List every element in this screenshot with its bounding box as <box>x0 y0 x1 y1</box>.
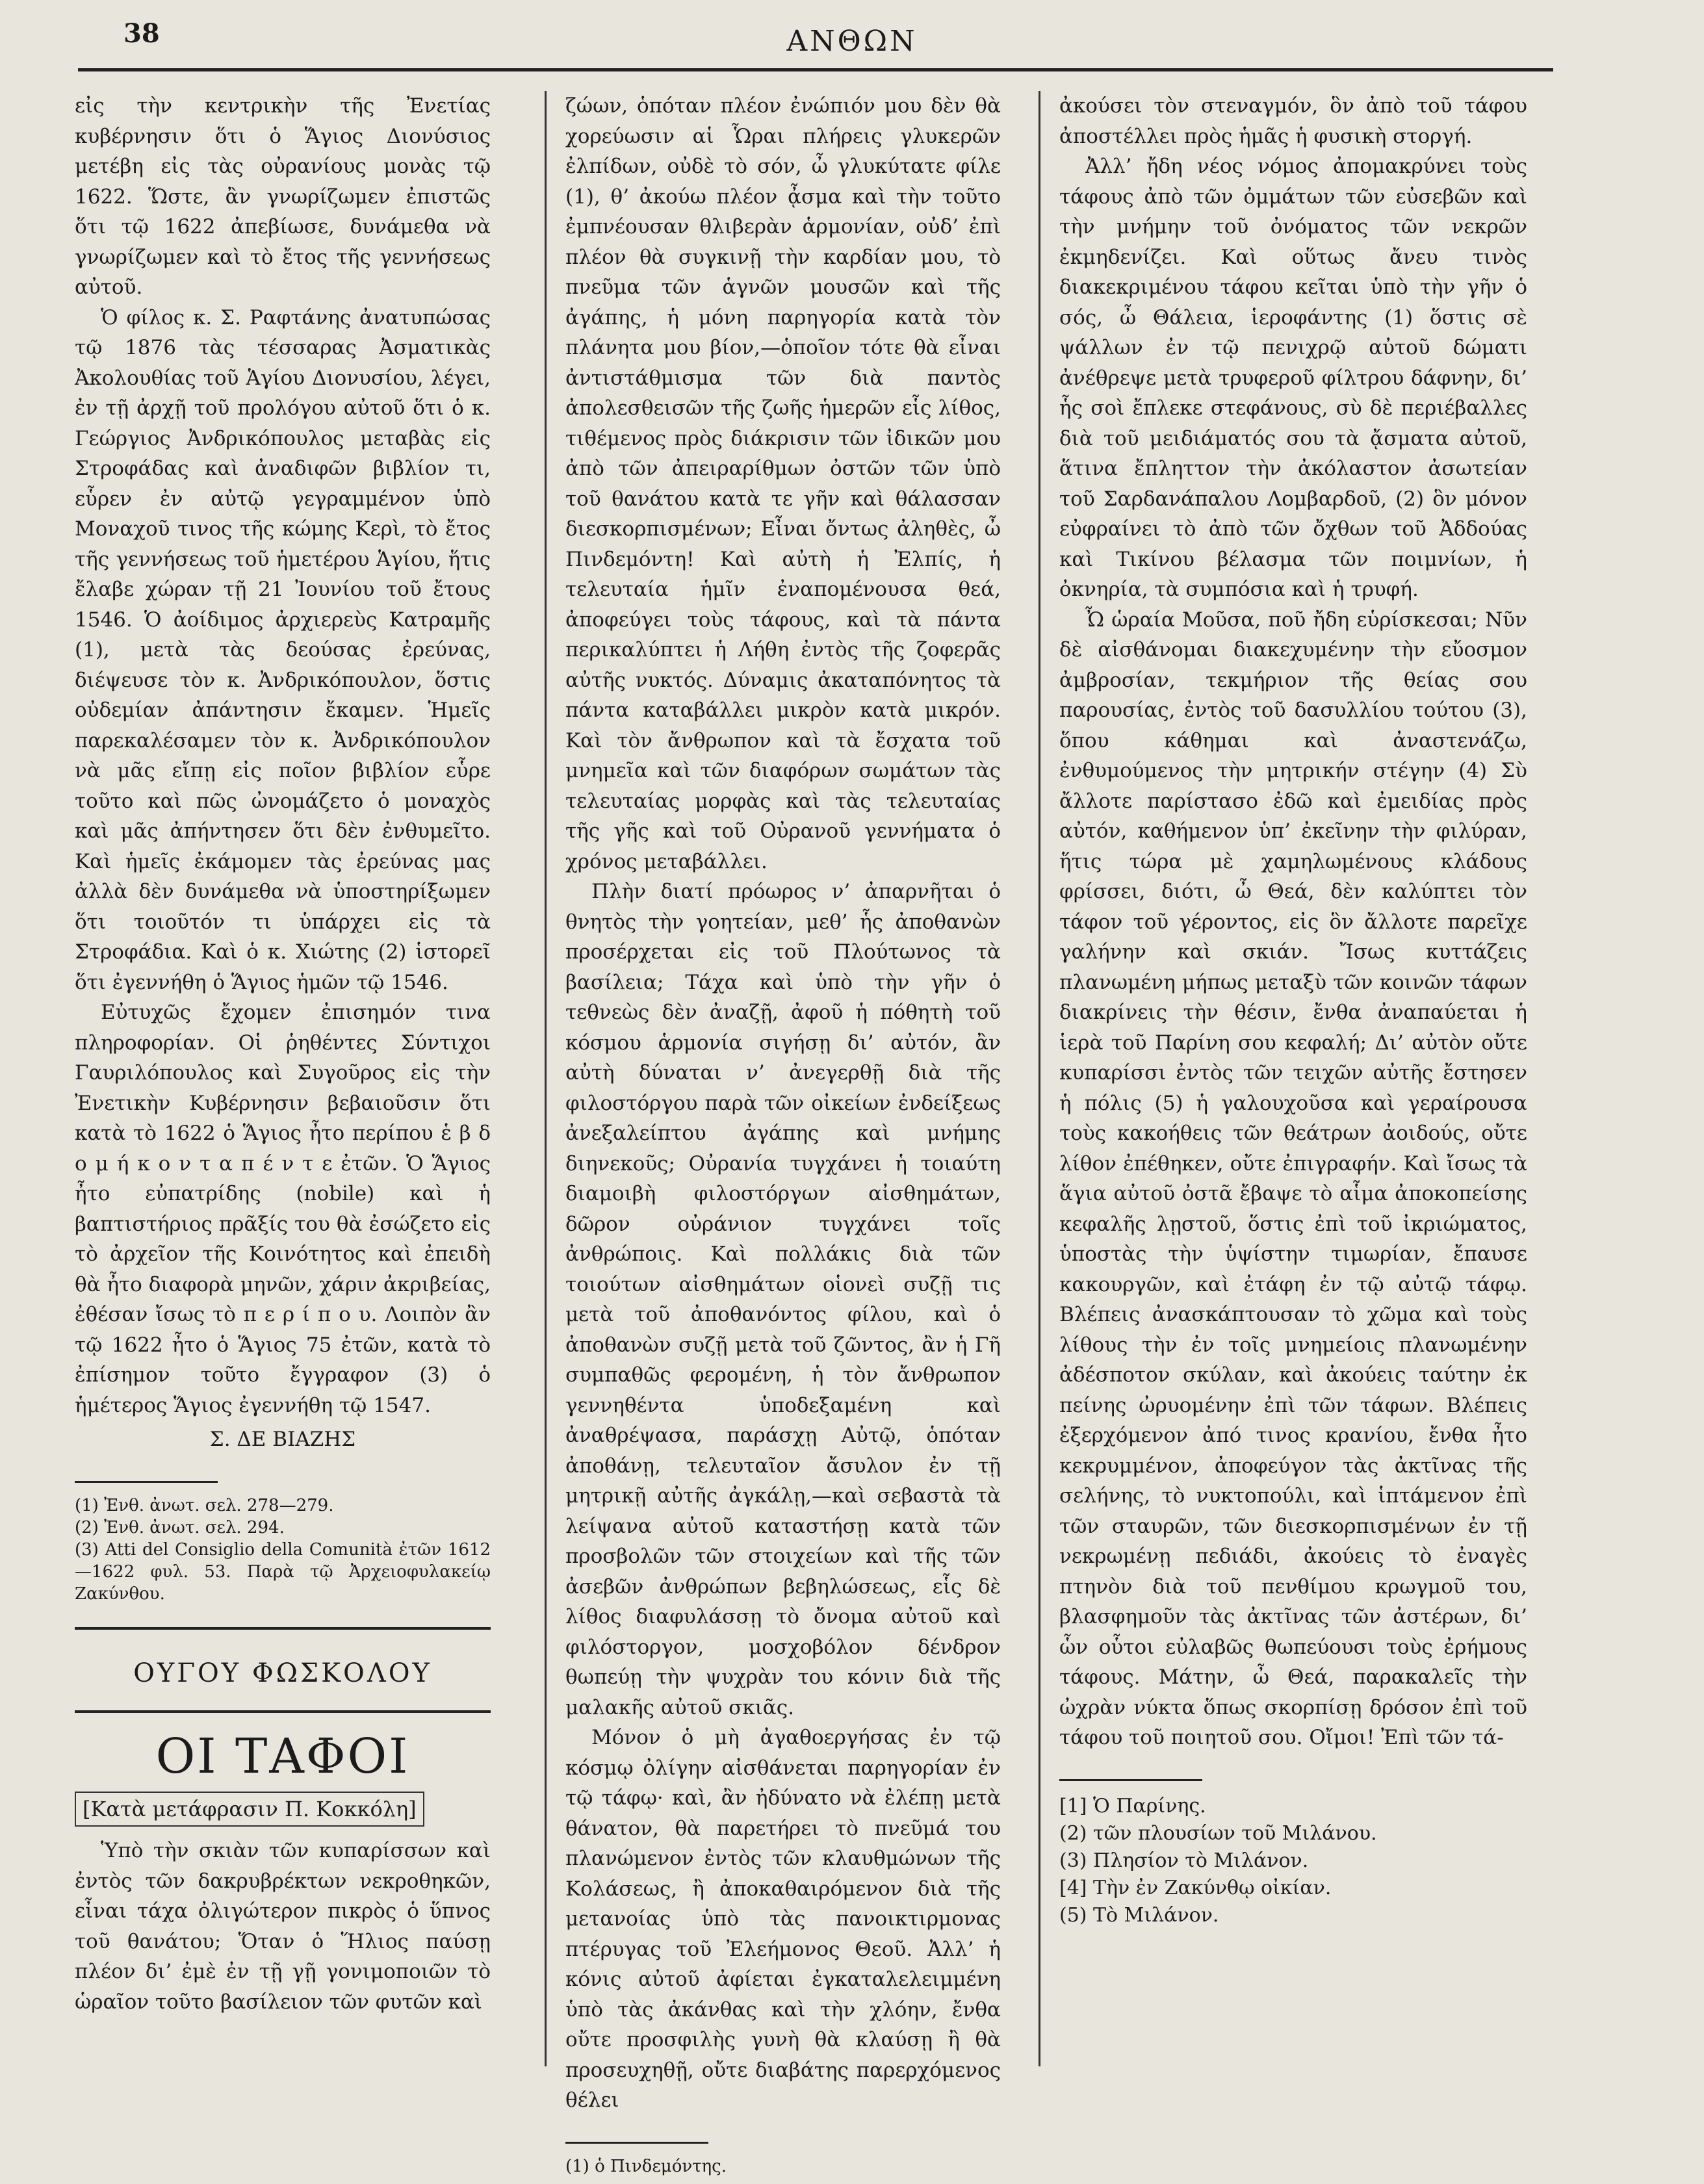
page-number: 38 <box>123 18 160 49</box>
header-rule <box>78 68 1553 71</box>
poem-author: ΟΥΓΟΥ ΦΩΣΚΟΛΟΥ <box>133 1658 432 1688</box>
col2-paragraph-1: ζώων, ὁπόταν πλέον ἐνώπιόν μου δὲν θὰ χορεύωσιν αἱ Ὧραι πλήρεις γλυκερῶν ἐλπίδων, οὐδὲ τὸ σόν, ὦ γλυκύτατε φίλε (1), θ’ ἀκούω πλέον ᾆσμα καὶ τὴν τοῦτο ἐμπνέουσαν θλιβερὰν ἁρμονίαν, οὐδ’ ἐπὶ πλέον θὰ συγκινῇ τὴν καρδίαν μου, τὸ πνεῦμα τῶν ἁγνῶν μουσῶν καὶ τῆς ἀγάπης, ἡ μόνη παρηγορία κατὰ τὸν πλάνητα μου βίον,—ὁποῖον τότε θὰ εἶναι ἀντιστάθμισμα τῶν διὰ παντὸς ἀπολεσθεισῶν τῆς ζωῆς ἡμερῶν εἷς λίθος, τιθέμενος πρὸς διάκρισιν τῶν ἰδικῶν μου ἀπὸ τῶν ἀπειραρίθμων ὀστῶν τῶν ὑπὸ τοῦ θανάτου κατὰ τε γῆν καὶ θάλασσαν διεσκορπισμένων; Εἶναι ὄντως ἀληθὲς, ὦ Πινδεμόντη! Καὶ αὐτὴ ἡ Ἐλπίς, ἡ τελευταία ἡμῖν ἐναπομένουσα θεά, ἀποφεύγει τοὺς τάφους, καὶ τὰ πάντα περικαλύπτει ἡ Λήθη ἐντὸς τῆς ζοφερᾶς αὐτῆς νυκτός. Δύναμις ἀκαταπόνητος τὰ πάντα καταβάλλει μικρὸν κατὰ μικρόν. Καὶ τὸν ἄνθρωπον καὶ τὰ ἔσχατα τοῦ μνημεῖα καὶ τῶν διαφόρων σωμάτων τὰς τελευταίας μορφὰς καὶ τὰς τελευταίας τῆς γῆς καὶ τοῦ Οὐρανοῦ γεννήματα ὁ χρόνος μεταβάλλει. <box>565 94 1001 873</box>
translation-note: [Κατὰ μετάφρασιν Π. Κοκκόλη] <box>75 1792 424 1827</box>
col1-footnote-2: (2) Ἐνθ. ἀνωτ. σελ. 294. <box>75 1517 285 1537</box>
col1-paragraph-2: Ὁ φίλος κ. Σ. Ραφτάνης ἀνατυπώσας τῷ 1876 τὰς τέσσαρας Ἀσματικὰς Ἀκολουθίας τοῦ Ἁγίου Διονυσίου, λέγει, ἐν τῇ ἀρχῇ τοῦ προλόγου αὐτοῦ ὅτι ὁ κ. Γεώργιος Ἀνδρικόπουλος μεταβὰς εἰς Στροφάδας καὶ ἀναδιφῶν βιβλίον τι, εὗρεν ἐν αὐτῷ γεγραμμένον ὑπὸ Μοναχοῦ τινος τῆς κώμης Κερὶ, τὸ ἔτος τῆς γεννήσεως τοῦ ἡμετέρου Ἁγίου, ἥτις ἔλαβε χώραν τῇ 21 Ἰουνίου τοῦ ἔτους 1546. Ὁ ἀοίδιμος ἀρχιερεὺς Κατραμῆς (1), μετὰ τὰς δεούσας ἐρεύνας, διέψευσε τὸν κ. Ἀνδρικόπουλον, ὅστις οὐδεμίαν ἀπάντησιν ἔκαμεν. Ἡμεῖς παρεκαλέσαμεν τὸν κ. Ἀνδρικόπουλον νὰ μᾶς εἴπῃ εἰς ποῖον βιβλίον εὗρε τοῦτο καὶ πῶς ὠνομάζετο ὁ μοναχὸς καὶ μᾶς ἀπήντησεν ὅτι δὲν ἐνθυμεῖτο. Καὶ ἡμεῖς ἐκάμομεν τὰς ἐρεύνας μας ἀλλὰ δὲν δυνάμεθα νὰ ὑποστηρίξωμεν ὅτι τοιοῦτόν τι ὑπάρχει εἰς τὰ Στροφάδια. Καὶ ὁ κ. Χιώτης (2) ἱστορεῖ ὅτι ἐγεννήθη ὁ Ἅγιος ἡμῶν τῷ 1546. <box>75 305 491 994</box>
section-separator <box>75 1627 491 1630</box>
col3-paragraph-1: ἀκούσει τὸν στεναγμόν, ὃν ἀπὸ τοῦ τάφου ἀποστέλλει πρὸς ἡμᾶς ἡ φυσικὴ στοργή. <box>1059 94 1527 148</box>
col2-paragraph-3: Μόνον ὁ μὴ ἀγαθοεργήσας ἐν τῷ κόσμῳ ὀλίγην αἰσθάνεται παρηγορίαν ἐν τῷ τάφῳ· καὶ, ἂν ἠδύνατο νὰ ἐλέπῃ μετὰ θάνατον, θὰ παρετήρει τὸ πνεῦμά του πλανώμενον ἐντὸς τῶν κλαυθμώνων τῆς Κολάσεως, ἢ ἀποκαθαιρόμενον διὰ τῆς μετανοίας ὑπὸ τὰς πανοικτιρμονας πτέρυγας τοῦ Ἐλεήμονος Θεοῦ. Ἀλλ’ ἡ κόνις αὐτοῦ ἀφίεται ἐγκαταλελειμμένη ὑπὸ τὰς ἀκάνθας καὶ τὴν χλόην, ἔνθα οὔτε προσφιλὴς γυνὴ θὰ κλαύσῃ ἢ θὰ προσευχηθῇ, οὔτε διαβάτης παρερχόμενος θέλει <box>565 1726 1001 2112</box>
column-1 <box>75 91 491 2017</box>
running-header: ΑΝΘΩΝ <box>786 25 918 58</box>
footnote-rule <box>75 1481 218 1483</box>
col3-paragraph-3: Ὦ ὡραία Μοῦσα, ποῦ ἤδη εὑρίσκεσαι; Νῦν δὲ αἰσθάνομαι διακεχυμένην τὴν εὔοσμον ἀμβροσίαν, τεκμήριον τῆς θείας σου παρουσίας, ἐντὸς τοῦ δασυλλίου τούτου (3), ὅπου κάθημαι καὶ ἀναστενάζω, ἐνθυμούμενος τὴν μητρικήν στέγην (4) Σὺ ἄλλοτε παρίστασο ἐδῶ καὶ ἐμειδίας πρὸς αὐτόν, καθήμενον ὑπ’ ἐκεῖνην τὴν φιλύραν, ἥτις τώρα μὲ χαμηλωμένους κλάδους φρίσσει, διότι, ὦ Θεά, δὲν καλύπτει τὸν τάφον τοῦ γέροντος, εἰς ὃν ἄλλοτε παρεῖχε γαλήνην καὶ σκιάν. Ἴσως κυττάζεις πλανωμένη μήπως μεταξὺ τῶν κοινῶν τάφων διακρίνεις τὴν θέσιν, ἔνθα ἀναπαύεται ἡ ἱερὰ τοῦ Παρίνη σου κεφαλή; Δι’ αὐτὸν οὔτε κυπαρίσσι ἐντὸς τῶν τειχῶν αὐτῆς ἔστησεν ἡ πόλις (5) ἡ γαλουχοῦσα καὶ γεραίρουσα τοὺς κακοήθεις τῶν θεάτρων ἀοιδούς, οὔτε λίθον ἐπέθηκεν, οὔτε ἐπιγραφήν. Καὶ ἴσως τὰ ἅγια αὐτοῦ ὀστᾶ ἔβαψε τὸ αἷμα ἀποκοπείσης κεφαλῆς λῃστοῦ, ὅστις ἐπὶ τοῦ ἰκριώματος, ὑποστὰς τὴν ὑψίστην τιμωρίαν, ἔπαυσε κακουργῶν, καὶ ἐτάφη ἐν τῷ αὐτῷ τάφῳ. Βλέπεις ἀνασκάπτουσαν τὸ χῶμα καὶ τοὺς λίθους τὴν ἐν τοῖς μνημείοις πλανωμένην ἀδέσποτον σκύλαν, καὶ ἀκούεις ταύτην ἐκ πείνης ὠρυομένην ἐπὶ τῶν τάφων. Βλέπεις ἐξερχόμενον ἀπό τινος κρανίου, ἔνθα ἦτο κεκρυμμένον, ἀποφεύγον τὰς ἀκτῖνας τῆς σελήνης, τὸ νυκτοπούλι, καὶ ἱπτάμενον ἐπὶ τῶν σταυρῶν, τῶν διεσκορπισμένων ἐν τῇ νεκρωμένῃ πεδιάδι, ἀκούεις τὸ ἐναγὲς πτηνὸν διὰ τοῦ πενθίμου κρωγμοῦ του, βλασφημοῦν τὰς ἀκτῖνας τῶν ἀστέρων, δι’ ὧν οὗτοι εὐλαβῶς θωπεύουσι τοὺς ἐρήμους τάφους. Μάτην, ὦ Θεά, παρακαλεῖς τὴν ὠχρὰν νύκτα ὅπως σκορπίσῃ δρόσον ἐπὶ τοῦ τάφου τοῦ ποιητοῦ σου. Οἴμοι! Ἐπὶ τῶν τά- <box>1059 608 1527 1749</box>
article-signature: Σ. ΔΕ ΒΙΑΖΗΣ <box>209 1428 356 1451</box>
column-2 <box>565 91 1001 2178</box>
col2-paragraph-2: Πλὴν διατί πρόωρος ν’ ἀπαρνῆται ὁ θνητὸς τὴν γοητείαν, μεθ’ ἧς ἀποθανὼν προσέρχεται εἰς τοῦ Πλούτωνος τὰ βασίλεια; Τάχα καὶ ὑπὸ τὴν γῆν ὁ τεθνεὼς δὲν ἀναζῇ, ἀφοῦ ἡ πόθητὴ τοῦ κόσμου ἁρμονία σιγήσῃ δι’ αὐτόν, ἂν αὐτὴ δύναται ν’ ἀνεγερθῇ διὰ τῆς φιλοστόργου παρὰ τῶν οἰκείων ἐνδείξεως ἀνεξαλείπτου ἀγάπης καὶ μνήμης διηνεκοῦς; Οὐρανία τυγχάνει ἡ τοιαύτη διαμοιβὴ φιλοστόργων αἰσθημάτων, δῶρον οὐράνιον τυγχάνει τοῖς ἀνθρώποις. Καὶ πολλάκις διὰ τῶν τοιούτων αἰσθημάτων οἱονεὶ συζῇ τις μετὰ τοῦ ἀποθανόντος φίλου, καὶ ὁ ἀποθανὼν συζῇ μετὰ τοῦ ζῶντος, ἂν ἡ Γῆ συμπαθῶς φερομένη, ἡ τὸν ἄνθρωπον γεννηθέντα ὑποδεξαμένη καὶ ἀναθρέψασα, παράσχῃ Αὐτῷ, ὁπόταν ἀποθάνῃ, τελευταῖον ἄσυλον ἐν τῇ μητρικῇ αὐτῆς ἀγκάλῃ,—καὶ σεβαστὰ τὰ λείψανα αὐτοῦ καταστήσῃ κατὰ τῶν προσβολῶν τῶν στοιχείων καὶ τῆς τῶν ἀσεβῶν ἀνθρώπων βεβηλώσεως, εἷς δὲ λίθος διαφυλάσσῃ τὸ ὄνομα αὐτοῦ καὶ φιλόστοργον, μοσχοβόλον δένδρον θωπεύῃ τὴν ψυχρὰν του κόνιν διὰ τῆς μαλακῆς αὐτοῦ σκιᾶς. <box>565 880 1001 1719</box>
col3-footnote-5: (5) Τὸ Μιλάνον. <box>1059 1903 1219 1927</box>
poem-title: ΟΙ ΤΑΦΟΙ <box>155 1728 410 1784</box>
col1-paragraph-1: εἰς τὴν κεντρικὴν τῆς Ἐνετίας κυβέρνησιν ὅτι ὁ Ἅγιος Διονύσιος μετέβη εἰς τὰς οὐρανίους μονὰς τῷ 1622. Ὥστε, ἂν γνωρίζωμεν ἐπιστῶς ὅτι τῷ 1622 ἀπεβίωσε, δυνάμεθα νὰ γνωρίζωμεν καὶ τὸ ἔτος τῆς γεννήσεως αὐτοῦ. <box>75 94 491 299</box>
col3-footnote-4: [4] Τὴν ἐν Ζακύνθῳ οἰκίαν. <box>1059 1876 1332 1899</box>
column-divider-1 <box>545 91 547 2066</box>
poem-start: Ὑπὸ τὴν σκιὰν τῶν κυπαρίσσων καὶ ἐντὸς τῶν δακρυβρέκτων νεκροθηκῶν, εἶναι τάχα ὀλιγώτερον πικρὸς ὁ ὕπνος τοῦ θανάτου; Ὅταν ὁ Ἥλιος παύσῃ πλέον δι’ ἐμὲ ἐν τῇ γῇ γονιμοποιῶν τὸ ὡραῖον τοῦτο βασίλειον τῶν φυτῶν καὶ <box>75 1839 491 2014</box>
title-separator <box>75 1710 491 1713</box>
footnote-rule <box>1059 1779 1202 1781</box>
col1-paragraph-3: Εὐτυχῶς ἔχομεν ἐπισημόν τινα πληροφορίαν. Οἱ ῥηθέντες Σύντιχοι Γαυριλόπουλος καὶ Συγοῦρος εἰς τὴν Ἐνετικὴν Κυβέρνησιν βεβαιοῦσιν ὅτι κατὰ τὸ 1622 ὁ Ἅγιος ἦτο περίπου ἑ β δ ο μ ή κ ο ν τ α π έ ν τ ε ἐτῶν. Ὁ Ἅγιος ἦτο εὐπατρίδης (nobile) καὶ ἡ βαπτιστήριος πρᾶξίς του θὰ ἐσώζετο εἰς τὸ ἀρχεῖον τῆς Κοινότητος καὶ ἐπειδὴ θὰ ἦτο διαφορὰ μηνῶν, χάριν ἀκριβείας, ἐθέσαν ἴσως τὸ π ε ρ ί π ο υ. Λοιπὸν ἂν τῷ 1622 ἦτο ὁ Ἅγιος 75 ἐτῶν, κατὰ τὸ ἐπίσημον τοῦτο ἔγγραφον (3) ὁ ἡμέτερος Ἅγιος ἐγεννήθη τῷ 1547. <box>75 1001 491 1417</box>
col2-footnote-1: (1) ὁ Πινδεμόντης. <box>565 2156 727 2176</box>
col3-footnote-3: (3) Πλησίον τὸ Μιλάνον. <box>1059 1849 1309 1872</box>
col1-footnote-1: (1) Ἐνθ. ἀνωτ. σελ. 278—279. <box>75 1495 334 1515</box>
column-divider-2 <box>1039 91 1040 2066</box>
col3-footnote-1: [1] Ὁ Παρίνης. <box>1059 1794 1206 1818</box>
footnote-rule <box>565 2142 708 2144</box>
column-3 <box>1059 91 1527 1929</box>
col1-footnote-3: (3) Atti del Consiglio della Comunità ἐτῶν 1612—1622 φυλ. 53. Παρὰ τῷ Ἀρχειοφυλακείῳ Ζακύνθου. <box>75 1539 491 1604</box>
col3-paragraph-2: Ἀλλ’ ἤδη νέος νόμος ἀπομακρύνει τοὺς τάφους ἀπὸ τῶν ὀμμάτων τῶν εὐσεβῶν καὶ τὴν μνήμην τοῦ ὀνόματος τῶν νεκρῶν ἐκμηδενίζει. Καὶ οὕτως ἄνευ τινὸς διακεκριμένου τάφου κεῖται ὑπὸ τὴν γῆν ὁ σός, ὦ Θάλεια, ἱεροφάντης (1) ὅστις σὲ ψάλλων ἐν τῷ πενιχρῷ αὐτοῦ δώματι ἀνέθρεψε μετὰ τρυφεροῦ φίλτρου δάφνην, δι’ ἧς σοὶ ἔπλεκε στεφάνους, σὺ δὲ περιέβαλλες διὰ τοῦ μειδιάματός σου τὰ ᾄσματα αὐτοῦ, ἅτινα ἔπληττον τὴν ἀκόλαστον ἀσωτείαν τοῦ Σαρδανάπαλου Λομβαρδοῦ, (2) ὃν μόνον εὐφραίνει τὸ ἀπὸ τῶν ὄχθων τοῦ Ἀδδούας καὶ Τικίνου βέλασμα τῶν ποιμνίων, ἡ ὀκνηρία, τὰ συμπόσια καὶ ἡ τρυφή. <box>1059 155 1527 601</box>
col3-footnote-2: (2) τῶν πλουσίων τοῦ Μιλάνου. <box>1059 1821 1377 1845</box>
col3-footnotes <box>1059 1793 1527 1929</box>
